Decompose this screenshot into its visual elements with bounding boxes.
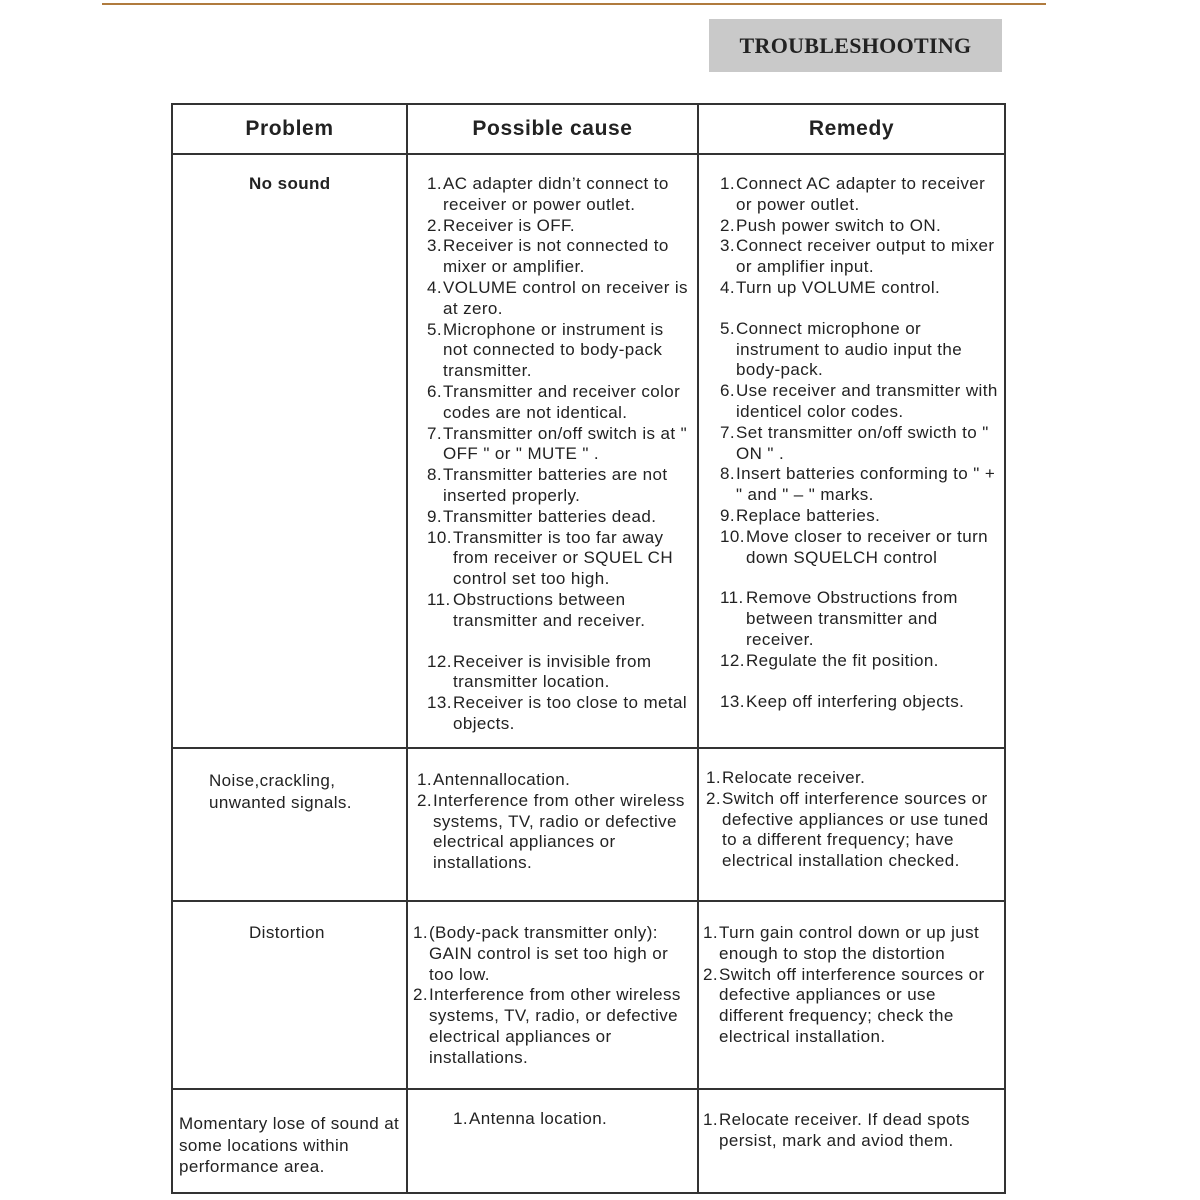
list-item: 2. Interference from other wireless systems, TV, radio, or defective electrical appliances or installations. bbox=[413, 985, 681, 1067]
remedy-list bbox=[700, 750, 1003, 872]
list-item: 3. Connect receiver output to mixer or amplifier input. bbox=[720, 236, 995, 277]
list-item: 13. Keep off interfering objects. bbox=[720, 691, 965, 711]
cause-list bbox=[409, 1091, 696, 1130]
list-item: 1. Antennallocation. bbox=[417, 770, 571, 789]
list-item: 8. Transmitter batteries are not inserted properly. bbox=[427, 465, 668, 505]
problem-cell bbox=[172, 901, 407, 1089]
remedy-cell bbox=[698, 154, 1005, 748]
list-item: 5. Connect microphone or instrument to audio input the body-pack. bbox=[720, 318, 963, 380]
remedy-list bbox=[700, 1091, 1003, 1152]
list-item: 1. Relocate receiver. If dead spots persist, mark and aviod them. bbox=[703, 1110, 970, 1150]
cause-list bbox=[409, 750, 696, 874]
list-item: 7. Transmitter on/off switch is at " OFF " or " MUTE " . bbox=[427, 423, 688, 464]
problem-cell bbox=[172, 748, 407, 901]
table-row bbox=[172, 1089, 1005, 1193]
problem-label: Noise,crackling, unwanted signals. bbox=[209, 771, 352, 812]
problem-cell bbox=[172, 154, 407, 748]
header-row bbox=[172, 104, 1005, 154]
remedy-cell bbox=[698, 748, 1005, 901]
troubleshooting-table bbox=[171, 103, 1006, 1194]
list-item: 6. Transmitter and receiver color codes are not identical. bbox=[427, 381, 681, 422]
list-item: 2. Switch off interference sources or defective appliances or use tuned to a different frequency; have electrical installation checked. bbox=[706, 788, 989, 871]
list-item: 1. (Body-pack transmitter only): GAIN control is set too high or too low. bbox=[413, 923, 669, 984]
list-item: 4. VOLUME control on receiver is at zero. bbox=[427, 277, 688, 318]
cause-cell bbox=[407, 748, 698, 901]
list-item: 1. Antenna location. bbox=[453, 1109, 608, 1128]
column-header-problem: Problem bbox=[172, 104, 407, 154]
column-header-possible-cause: Possible cause bbox=[407, 104, 698, 154]
list-item: 9. Replace batteries. bbox=[720, 505, 881, 525]
list-item: 1. Connect AC adapter to receiver or power outlet. bbox=[720, 174, 986, 214]
table-row bbox=[172, 901, 1005, 1089]
remedy-cell bbox=[698, 901, 1005, 1089]
top-rule bbox=[102, 3, 1046, 5]
table-row bbox=[172, 748, 1005, 901]
section-title: TROUBLESHOOTING bbox=[709, 19, 1002, 72]
list-item: 2. Push power switch to ON. bbox=[720, 215, 942, 235]
problem-label: No sound bbox=[249, 174, 331, 193]
list-item: 4. Turn up VOLUME control. bbox=[720, 277, 941, 297]
list-item: 6. Use receiver and transmitter with identicel color codes. bbox=[720, 381, 998, 421]
list-item: 12. Regulate the fit position. bbox=[720, 650, 939, 670]
list-item: 11. Obstructions between transmitter and receiver. bbox=[427, 589, 646, 630]
remedy-list bbox=[700, 156, 1003, 712]
column-header-remedy: Remedy bbox=[698, 104, 1005, 154]
list-item: 3. Receiver is not connected to mixer or amplifier. bbox=[427, 236, 669, 277]
list-item: 2. Receiver is OFF. bbox=[427, 215, 576, 235]
cause-list bbox=[409, 903, 696, 1069]
list-item: 1. Turn gain control down or up just enough to stop the distortion bbox=[703, 923, 980, 963]
list-item: 11. Remove Obstructions from between transmitter and receiver. bbox=[720, 588, 958, 649]
list-item: 10. Move closer to receiver or turn down SQUELCH control bbox=[720, 526, 988, 567]
cause-cell bbox=[407, 901, 698, 1089]
list-item: 2. Switch off interference sources or defective appliances or use different frequency; check the electrical installation. bbox=[703, 964, 985, 1046]
list-item: 10. Transmitter is too far away from receiver or SQUEL CH control set too high. bbox=[427, 527, 674, 589]
list-item: 1. AC adapter didn’t connect to receiver or power outlet. bbox=[427, 174, 669, 214]
list-item: 5. Microphone or instrument is not connected to body-pack transmitter. bbox=[427, 319, 664, 381]
remedy-list bbox=[700, 903, 1003, 1048]
problem-label: Distortion bbox=[249, 923, 325, 942]
problem-label: Momentary lose of sound at some locations within performance area. bbox=[179, 1114, 400, 1176]
problem-cell bbox=[172, 1089, 407, 1193]
cause-cell bbox=[407, 1089, 698, 1193]
cause-cell bbox=[407, 154, 698, 748]
list-item: 7. Set transmitter on/off swicth to " ON " . bbox=[720, 422, 989, 463]
remedy-cell bbox=[698, 1089, 1005, 1193]
list-item: 1. Relocate receiver. bbox=[706, 768, 866, 787]
list-item: 8. Insert batteries conforming to " + " and " – " marks. bbox=[720, 464, 996, 505]
cause-list bbox=[409, 156, 696, 735]
list-item: 2. Interference from other wireless systems, TV, radio or defective electrical appliances or installations. bbox=[417, 790, 685, 873]
table-row bbox=[172, 154, 1005, 748]
list-item: 12. Receiver is invisible from transmitter location. bbox=[427, 651, 652, 692]
list-item: 9. Transmitter batteries dead. bbox=[427, 506, 657, 526]
list-item: 13. Receiver is too close to metal objects. bbox=[427, 693, 688, 733]
